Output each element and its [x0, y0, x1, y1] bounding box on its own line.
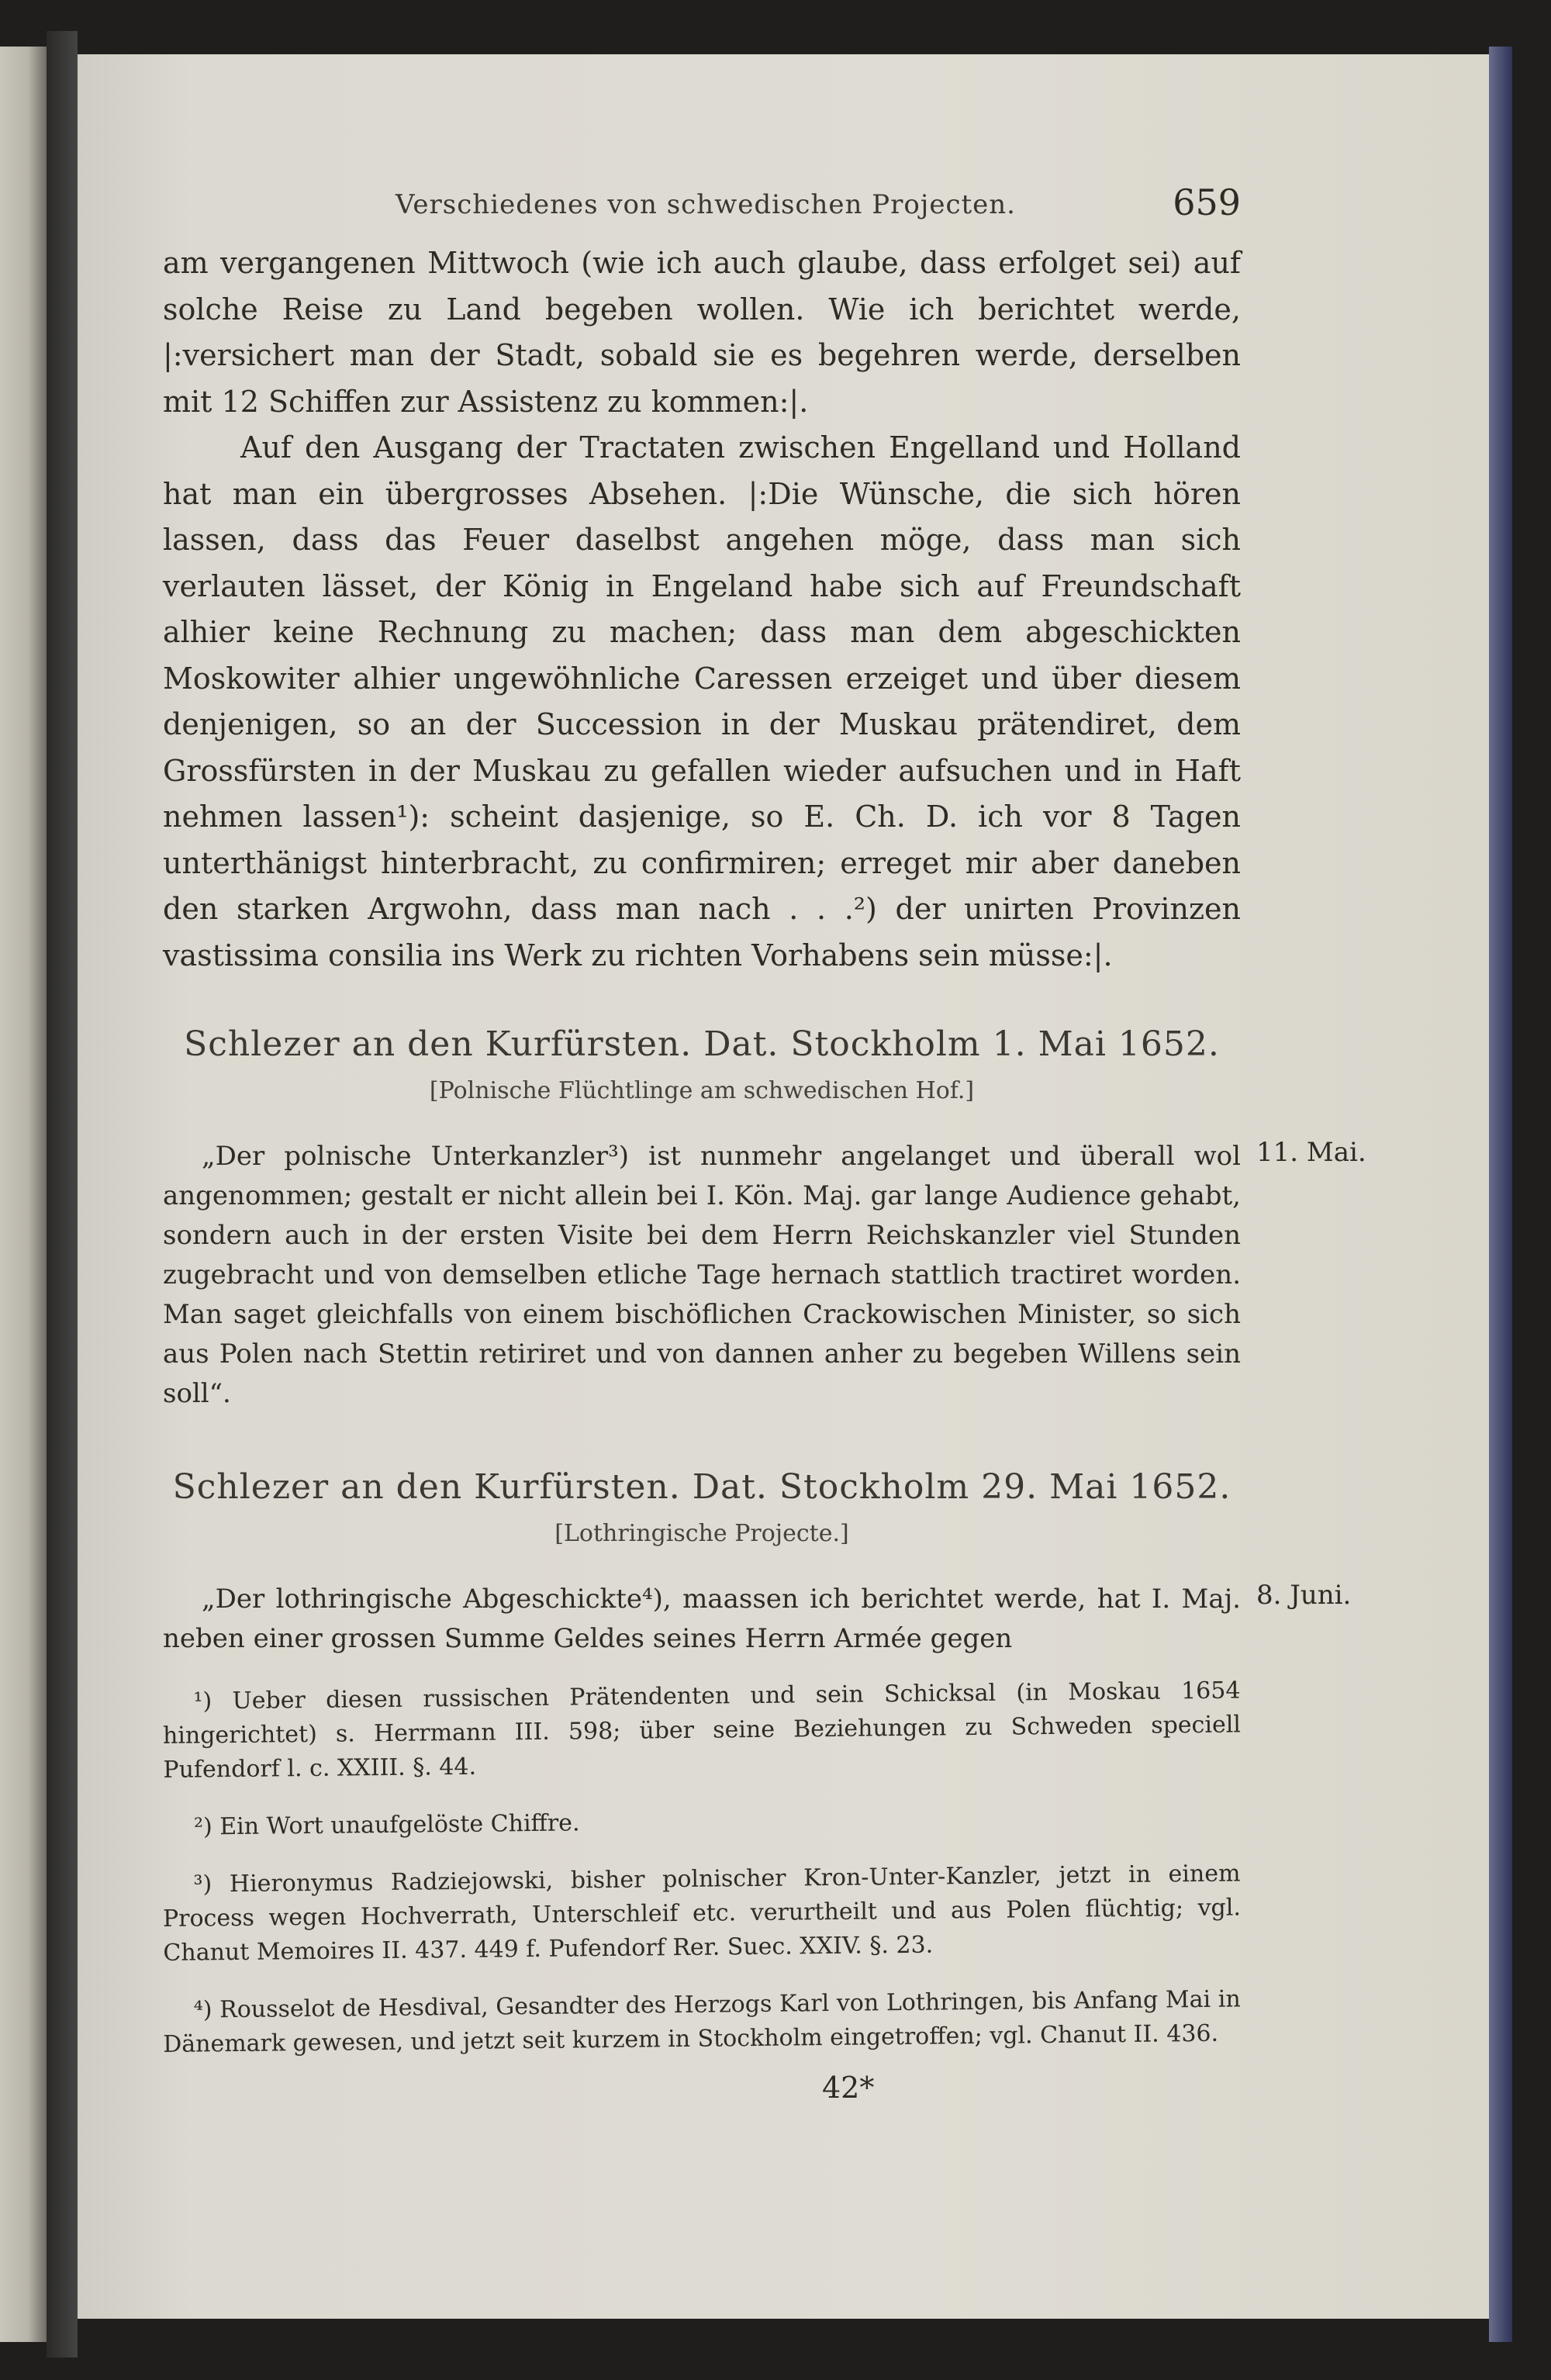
margin-date: 8. Juni. [1256, 1580, 1352, 1611]
footnote: ¹) Ueber diesen russischen Prätendenten und sein Schicksal (in Moskau 1654 hingerichtet) s. Herrmann III. 598; über seine Beziehungen zu Schweden speciell Pufendorf l. c. XXIII. §. 44. [162, 1677, 1242, 1784]
book-gutter [47, 31, 78, 2358]
letter-subheading: [Polnische Flüchtlinge am schwedischen Hof.] [429, 1077, 975, 1104]
margin-date: 11. Mai. [1256, 1137, 1366, 1168]
left-page-edge [0, 47, 47, 2342]
book-cover-edge [1489, 47, 1512, 2342]
letter-text: „Der lothringische Abgeschickte⁴), maassen ich berichtet werde, hat I. Maj. neben einer grossen Summe Geldes seines Herrn Armée gegen [163, 1584, 1241, 1654]
running-head-title: Verschiedenes von schwedischen Projecten. [396, 189, 1016, 220]
letter-heading: Schlezer an den Kurfürsten. Dat. Stockholm 29. Mai 1652. [172, 1467, 1231, 1507]
paragraph: Auf den Ausgang der Tractaten zwischen Engelland und Holland hat man ein übergrosses Absehen. |:Die Wünsche, die sich hören lassen, dass das Feuer daselbst angehen möge, dass man sich verlauten lässet, der König in Engeland habe sich auf Freundschaft alhier keine Rechnung zu machen; dass man dem abgeschickten Moskowiter alhier ungewöhnliche Caressen erzeiget und über diesem denjenigen, so an der Succession in der Muskau prätendiret, dem Grossfürsten in der Muskau zu gefallen wieder aufsuchen und in Haft nehmen lassen¹): scheint dasjenige, so E. Ch. D. ich vor 8 Tagen unterthänigst hinterbracht, zu confirmiren; erreget mir aber daneben den starken Argwohn, dass man nach . . .²) der unirten Provinzen vastissima consilia ins Werk zu richten Vorhabens sein müsse:|. [163, 430, 1241, 972]
running-head [163, 178, 1241, 240]
letter-section-2 [163, 1460, 1352, 1659]
paragraph: am vergangenen Mittwoch (wie ich auch glaube, dass erfolget sei) auf solche Reise zu Land begeben wollen. Wie ich berichtet werde, |:versichert man der Stadt, sobald sie es begehren werde, derselben mit 12 Schiffen zur Assistenz zu kommen:|. [163, 246, 1241, 419]
letter-text: „Der polnische Unterkanzler³) ist nunmehr angelanget und überall wol angenommen; gestalt er nicht allein bei I. Kön. Maj. gar lange Audience gehabt, sondern auch in der ersten Visite bei dem Herrn Reichskanzler viel Stunden zugebracht und von demselben etliche Tage hernach stattlich tractiret worden. Man saget gleichfalls von einem bischöflichen Crackowischen Minister, so sich aus Polen nach Stettin retiriret und von dannen anher zu begeben Willens sein soll“. [163, 1141, 1241, 1409]
page-number: 659 [1173, 181, 1241, 223]
footnotes [162, 1677, 1242, 2062]
letter-section-1 [163, 1017, 1366, 1414]
footnote: ⁴) Rousselot de Hesdival, Gesandter des Herzogs Karl von Lothringen, bis Anfang Mai in Dänemark gewesen, und jetzt seit kurzem in Stockholm eingetroffen; vgl. Chanut II. 436. [163, 1985, 1241, 2058]
page-content [162, 178, 1366, 2085]
footnote: ³) Hieronymus Radziejowski, bisher polnischer Kron-Unter-Kanzler, jetzt in einem Process wegen Hochverrath, Unterschleif etc. verurtheilt und aus Polen flüchtig; vgl. Chanut Memoires II. 437. 449 f. Pufendorf Rer. Suec. XXIV. §. 23. [162, 1860, 1242, 1967]
letter-heading: Schlezer an den Kurfürsten. Dat. Stockholm 1. Mai 1652. [184, 1024, 1220, 1064]
footnote: ²) Ein Wort unaufgelöste Chiffre. [193, 1809, 580, 1841]
letter-subheading: [Lothringische Projecte.] [554, 1520, 849, 1547]
signature-mark: 42* [822, 2071, 875, 2105]
main-text [163, 240, 1241, 979]
